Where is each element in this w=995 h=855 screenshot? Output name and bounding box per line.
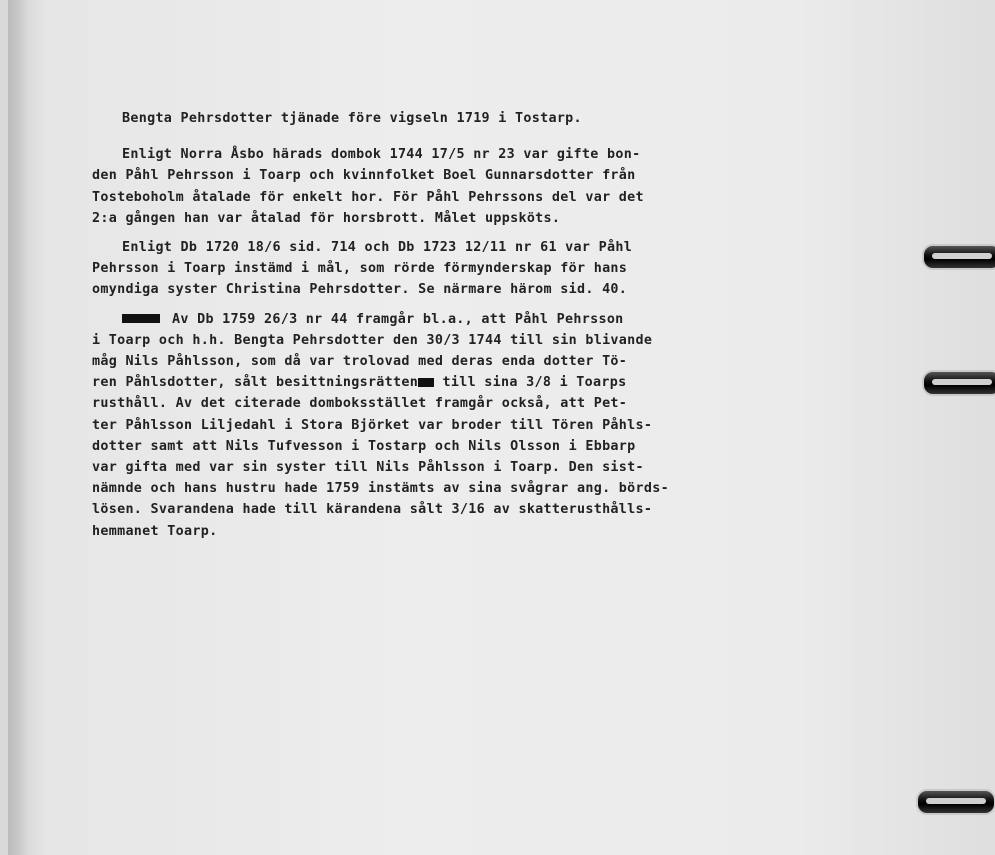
- binder-ring-top: [922, 244, 995, 270]
- text-line: Enligt Db 1720 18/6 sid. 714 och Db 1723 12/11 nr 61 var Påhl: [122, 240, 633, 256]
- text-line: Tosteboholm åtalade för enkelt hor. För Påhl Pehrssons del var det: [92, 189, 644, 205]
- title-line: Bengta Pehrsdotter tjänade före vigseln 1719 i Tostarp.: [122, 111, 582, 126]
- text-line: hemmanet Toarp.: [92, 523, 218, 539]
- text-line: 2:a gången han var åtalad för horsbrott. Målet uppsköts.: [92, 210, 561, 226]
- text-line: den Påhl Pehrsson i Toarp och kvinnfolket Boel Gunnarsdotter från: [92, 168, 636, 184]
- text-fragment: Av Db 1759 26/3 nr 44 framgår bl.a., att Påhl Pehrsson: [172, 311, 624, 327]
- binder-ring-middle: [922, 370, 995, 396]
- binder-ring-bottom: [916, 789, 995, 815]
- text-line: ter Påhlsson Liljedahl i Stora Björket var broder till Tören Påhls-: [92, 417, 653, 433]
- text-line: var gifta med var sin syster till Nils Påhlsson i Toarp. Den sist-: [92, 460, 644, 476]
- text-line: måg Nils Påhlsson, som då var trolovad med deras enda dotter Tö-: [92, 354, 628, 370]
- typewritten-text: [92, 108, 812, 550]
- page-edge-shadow: [8, 0, 28, 855]
- text-fragment: till sina 3/8 i Toarps: [442, 375, 627, 391]
- paragraph-3: [92, 309, 812, 542]
- redaction-mark: [122, 314, 160, 323]
- paragraph-2: [92, 237, 812, 301]
- text-line: omyndiga syster Christina Pehrsdotter. Se närmare härom sid. 40.: [92, 282, 628, 298]
- document-page: [8, 0, 995, 855]
- text-fragment: ren Påhlsdotter, sålt besittningsrätten: [92, 375, 419, 391]
- text-line: rusthåll. Av det citerade domboksstället framgår också, att Pet-: [92, 396, 628, 412]
- text-line: Pehrsson i Toarp instämd i mål, som rörde förmynderskap för hans: [92, 261, 628, 277]
- text-line: [92, 372, 812, 393]
- text-line: nämnde och hans hustru hade 1759 instämts av sina svågrar ang. börds-: [92, 481, 669, 497]
- text-line: lösen. Svarandena hade till kärandena sålt 3/16 av skatterusthålls-: [92, 502, 653, 518]
- text-line: Enligt Norra Åsbo härads dombok 1744 17/5 nr 23 var gifte bon-: [122, 147, 641, 163]
- paragraph-1: [92, 144, 812, 229]
- redaction-mark: [418, 378, 434, 387]
- text-line: dotter samt att Nils Tufvesson i Tostarp och Nils Olsson i Ebbarp: [92, 438, 636, 454]
- text-line: i Toarp och h.h. Bengta Pehrsdotter den 30/3 1744 till sin blivande: [92, 332, 653, 348]
- text-line: [92, 309, 812, 330]
